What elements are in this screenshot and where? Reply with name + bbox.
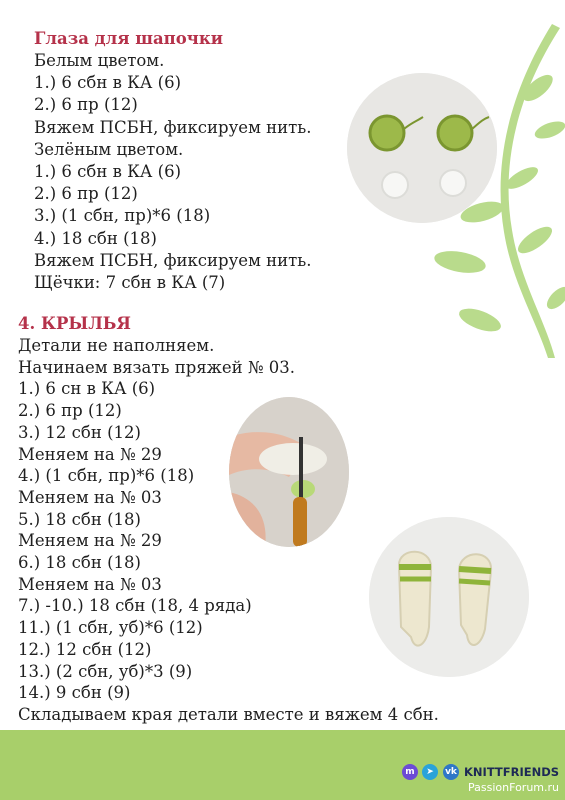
instruction-line: Вяжем ПСБН, фиксируем нить. (34, 250, 312, 270)
leaf (456, 304, 504, 336)
instruction-line: 2.) 6 пр (12) (34, 184, 138, 204)
leaf (543, 283, 565, 313)
instruction-line: 1.) 6 сбн в КА (6) (34, 162, 182, 181)
instruction-line: Начинаем вязать пряжей № 03. (18, 357, 295, 377)
instruction-line: 1.) 6 сн в КА (6) (18, 379, 156, 399)
instruction-line: 7.) -10.) 18 сбн (18, 4 ряда) (18, 596, 252, 616)
instruction-line: 4.) (1 сбн, пр)*6 (18) (18, 466, 195, 486)
max-icon[interactable]: m (402, 764, 418, 780)
instruction-line: 2.) 6 пр (12) (18, 401, 122, 421)
leaf (533, 118, 565, 142)
instruction-line: 3.) 12 сбн (12) (18, 422, 141, 442)
section-title-wings: 4. КРЫЛЬЯ (18, 314, 131, 333)
brand-name: KNITTFRIENDS (464, 765, 560, 779)
instruction-line: 13.) (2 сбн, уб)*3 (9) (18, 661, 193, 681)
instruction-line: Вяжем ПСБН, фиксируем нить. (34, 117, 312, 137)
instruction-line: 2.) 6 пр (12) (34, 95, 138, 115)
instruction-line: Детали не наполняем. (18, 336, 215, 355)
instruction-line: Складываем края детали вместе и вяжем 4 сбн. (18, 704, 439, 724)
green-eye-piece (438, 116, 472, 150)
vk-icon[interactable]: vk (443, 764, 459, 780)
instruction-line: 5.) 18 сбн (18) (18, 509, 141, 529)
instruction-line: Щёчки: 7 сбн в КА (7) (34, 273, 226, 292)
instruction-line: Зелёным цветом. (34, 139, 184, 159)
green-eye-piece (370, 116, 404, 150)
crochet-progress-photo (229, 397, 349, 547)
instruction-line: 4.) 18 сбн (18) (34, 228, 157, 248)
instruction-line: Меняем на № 03 (18, 574, 162, 594)
instruction-line: 11.) (1 сбн, уб)*6 (12) (18, 618, 203, 638)
instruction-line: Меняем на № 03 (18, 487, 162, 507)
instruction-line: 1.) 6 сбн в КА (6) (34, 73, 182, 93)
instruction-line: 12.) 12 сбн (12) (18, 639, 152, 659)
instruction-line: 6.) 18 сбн (18) (18, 553, 141, 572)
leaf (514, 222, 556, 258)
watermark: PassionForum.ru (468, 781, 559, 794)
white-eye-piece (440, 170, 466, 196)
white-eye-piece (382, 172, 408, 198)
finished-wings-photo (369, 517, 529, 677)
instruction-line: 3.) (1 сбн, пр)*6 (18) (34, 206, 211, 226)
leaf (433, 248, 488, 277)
instruction-line: Меняем на № 29 (18, 531, 162, 551)
eyes-photo (347, 73, 497, 223)
instruction-line: 14.) 9 сбн (9) (18, 683, 131, 703)
section-title-eyes: Глаза для шапочки (34, 29, 223, 48)
instruction-line: Белым цветом. (34, 51, 165, 70)
instruction-line: Меняем на № 29 (18, 444, 162, 464)
telegram-icon[interactable]: ➤ (422, 764, 438, 780)
